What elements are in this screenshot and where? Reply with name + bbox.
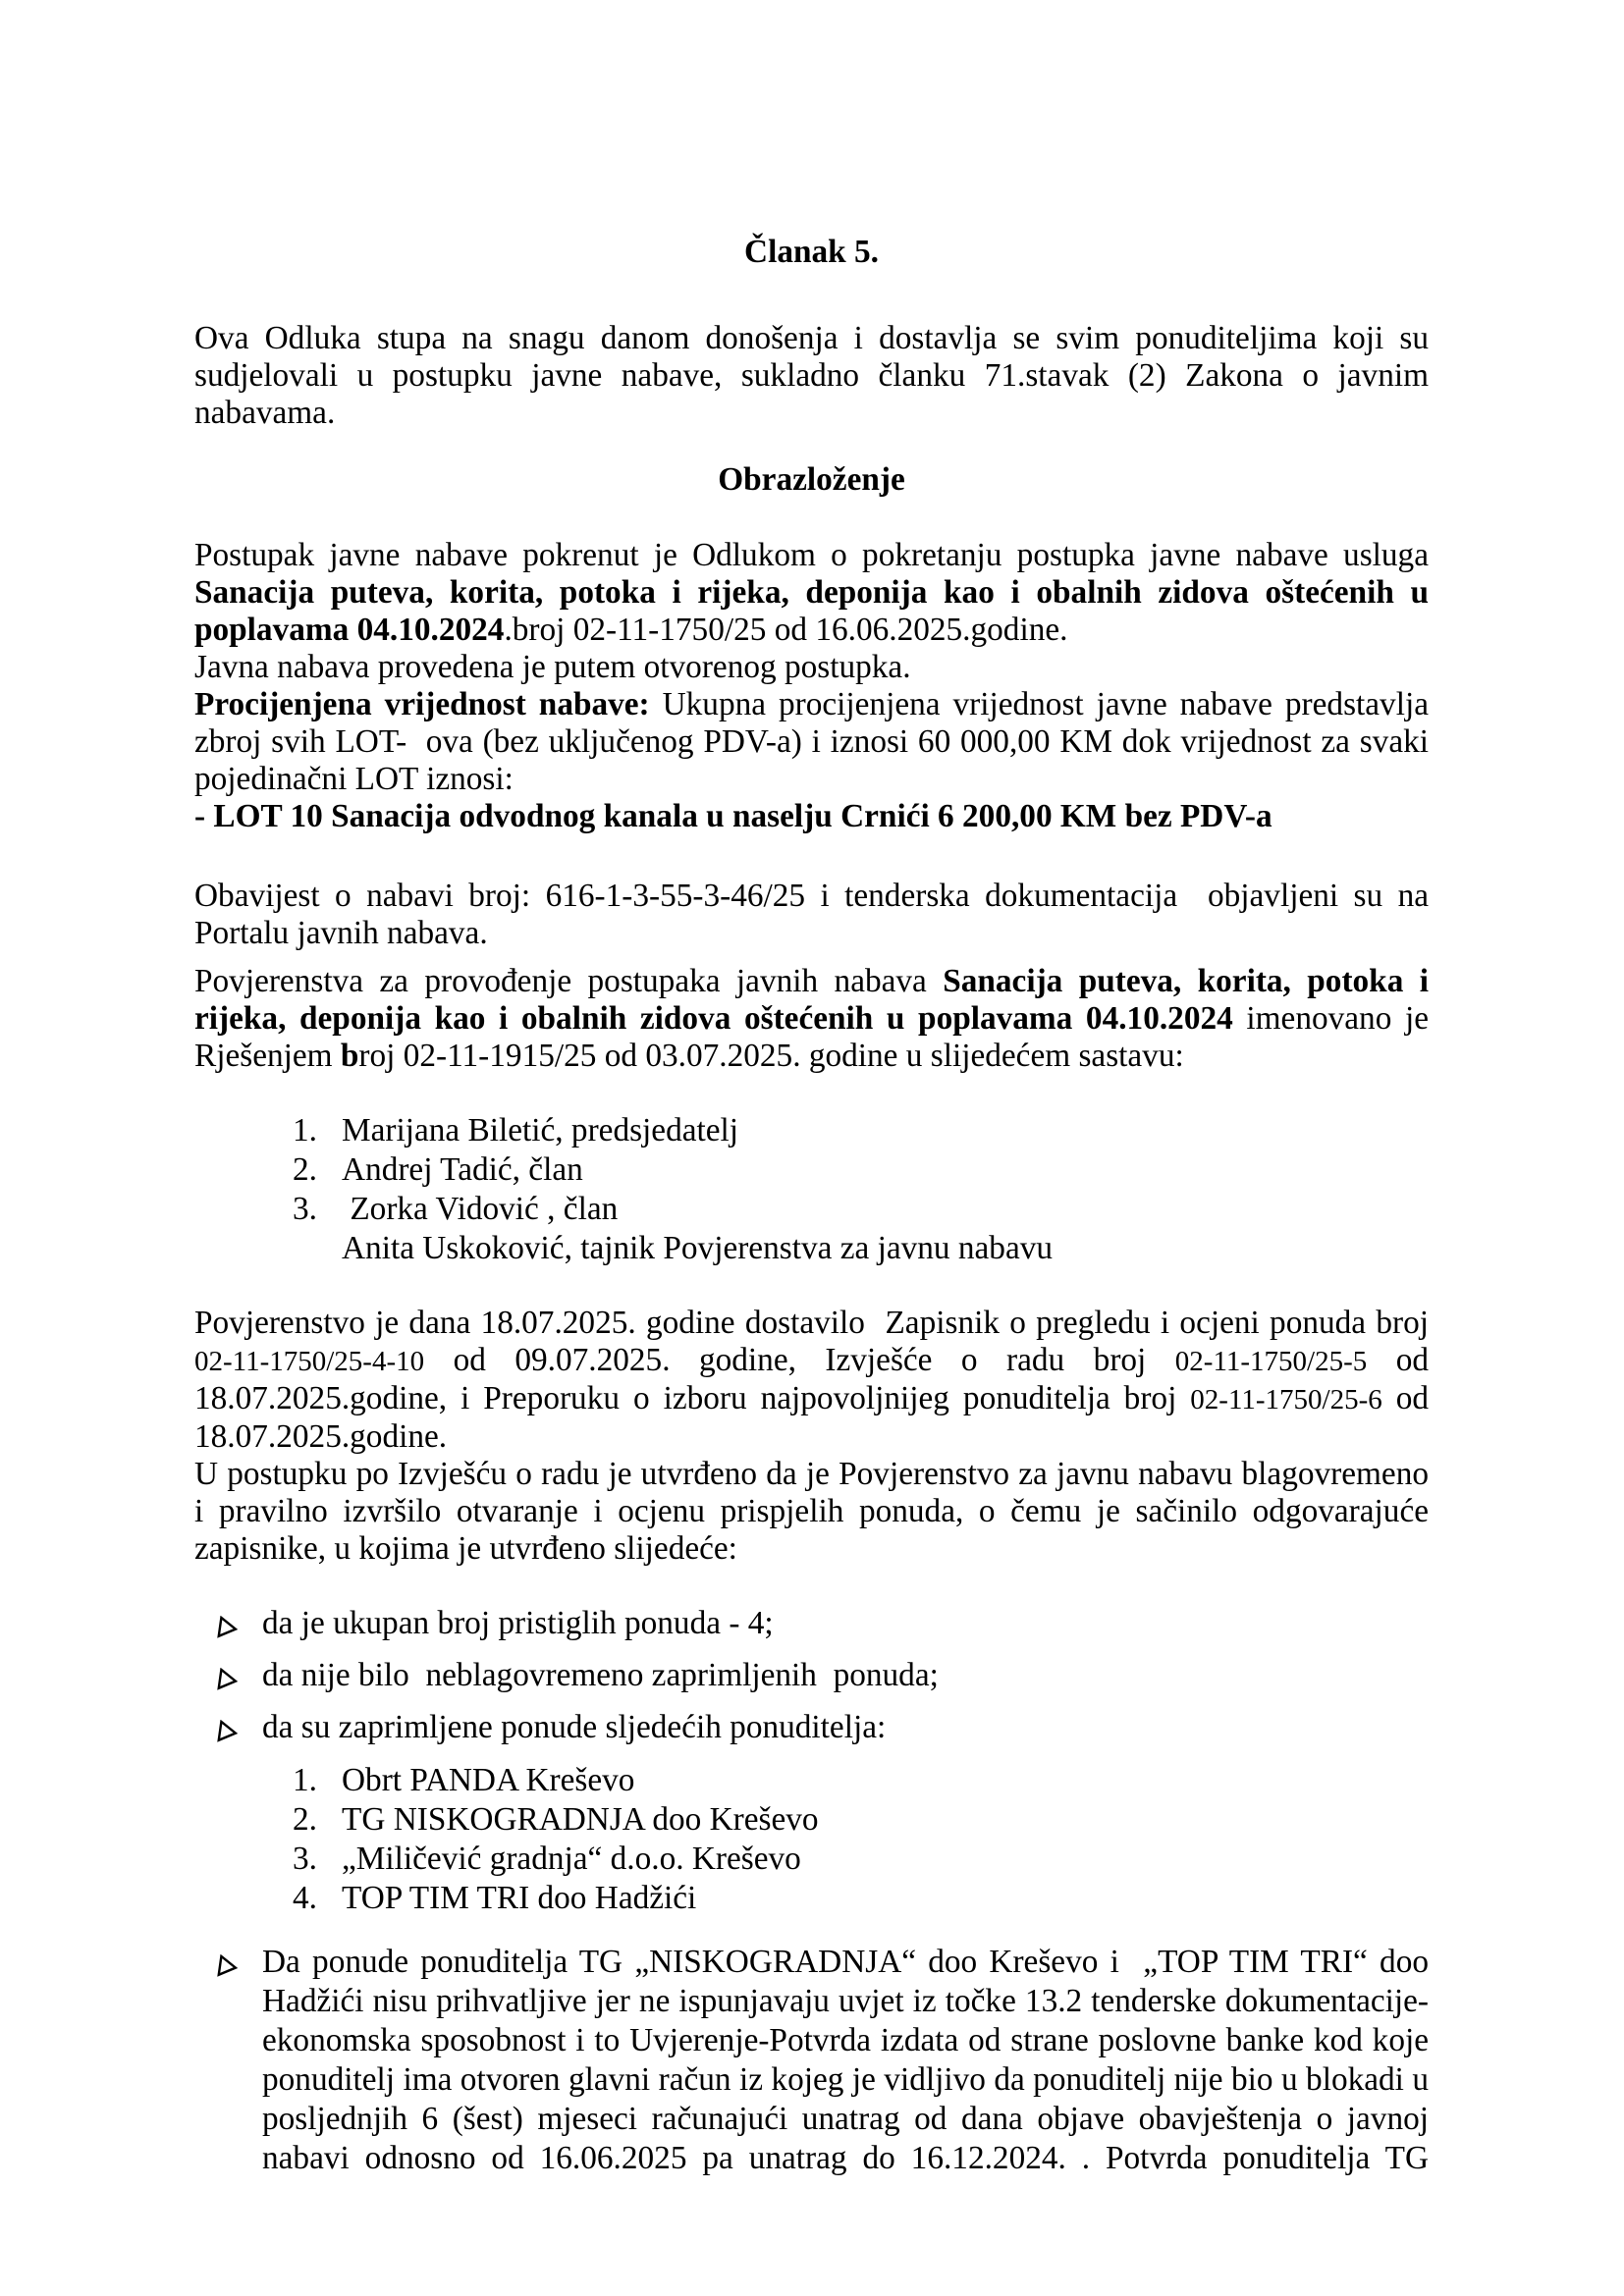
list-item-number (293, 1229, 342, 1268)
list-item (194, 1111, 1429, 1150)
list-item-number: 4. (293, 1880, 317, 1916)
finding-item (194, 1657, 1429, 1701)
paragraph-committee-appointment (194, 963, 1437, 1075)
paragraph-lot: - LOT 10 Sanacija odvodnog kanala u naselju Crnići 6 200,00 KM bez PDV-a (194, 798, 1272, 834)
list-item-text: Obrt PANDA Kreševo (342, 1762, 635, 1798)
list-item (194, 1879, 1429, 1918)
findings-list (194, 1605, 1437, 2178)
paragraph-estimated-value (194, 686, 1437, 798)
text-run: Postupak javne nabave pokrenut je Odlukom o pokretanju postupka javne nabave usluga (194, 537, 1437, 573)
finding-text: da su zaprimljene ponude sljedećih ponuditelja: (262, 1709, 887, 1745)
text-run-small: 02-11-1750/25-6 (1190, 1384, 1382, 1415)
list-item-text: Andrej Tadić, član (342, 1151, 583, 1188)
text-run-bold: Sanacija puteva, korita, potoka i rijeka, deponija kao i obalnih zidova oštećenih u poplavama 04.10.2024 (194, 963, 1437, 1037)
section-heading: Obrazloženje (718, 461, 905, 498)
text-run-small: 02-11-1750/25-5 (1174, 1346, 1368, 1377)
text-run: roj 02-11-1915/25 od 03.07.2025. godine u slijedećem sastavu: (358, 1038, 1184, 1074)
list-item-number: 3. (293, 1191, 317, 1227)
list-item (194, 1761, 1429, 1800)
text-run-bold: Sanacija puteva, korita, potoka i rijeka, deponija kao i obalnih zidova oštećenih u poplavama 04.10.2024 (194, 574, 1437, 648)
list-item (194, 1229, 1429, 1268)
paragraph-process-findings: U postupku po Izvješću o radu je utvrđeno da je Povjerenstvo za javnu nabavu blagovremeno i pravilno izvršilo otvaranje i ocjenu prispjelih ponuda, o čemu je sačinilo odgovarajuće zapisnike, u kojima je utvrđeno slijedeće: (194, 1456, 1437, 1567)
text-run: od 09.07.2025. godine, Izvješće o radu broj (424, 1342, 1175, 1378)
finding-text: da je ukupan broj pristiglih ponuda - 4; (262, 1605, 774, 1641)
text-run: Povjerenstva za provođenje postupaka javnih nabava (194, 963, 944, 999)
finding-item (194, 1605, 1429, 1649)
text-run-small: 02-11-1750/25-4-10 (194, 1346, 425, 1377)
list-item-text: Anita Uskoković, tajnik Povjerenstva za javnu nabavu (342, 1230, 1054, 1266)
finding-item (194, 1709, 1429, 1753)
text-run-bold: Procijenjena vrijednost nabave: (194, 686, 663, 722)
list-item (194, 1150, 1429, 1190)
text-run: Povjerenstvo je dana 18.07.2025. godine dostavilo Zapisnik o pregledu i ocjeni ponuda broj (194, 1305, 1437, 1341)
list-item-number: 1. (293, 1112, 317, 1148)
list-item (194, 1840, 1429, 1879)
list-item-text: Marijana Biletić, predsjedatelj (342, 1112, 739, 1148)
list-item-text: Zorka Vidović , član (342, 1191, 619, 1227)
bidders-list (194, 1761, 1429, 1918)
list-item-number: 2. (293, 1151, 317, 1188)
list-item-number: 1. (293, 1762, 317, 1798)
text-run: od 18.07.2025.godine, i Preporuku o izboru najpovoljnijeg ponuditelja broj (194, 1342, 1437, 1416)
rejection-item (194, 1943, 1437, 2178)
list-item-text: „Miličević gradnja“ d.o.o. Kreševo (342, 1841, 801, 1877)
arrowhead-bullet-icon (216, 1605, 262, 1649)
article-heading: Članak 5. (744, 234, 879, 270)
arrowhead-bullet-icon (216, 1709, 262, 1753)
paragraph-initiation (194, 537, 1437, 649)
list-item-number: 2. (293, 1801, 317, 1838)
text-run: od 18.07.2025.godine. (194, 1380, 1437, 1455)
text-run-bold: b (340, 1038, 359, 1074)
paragraph-delivery (194, 1305, 1437, 1456)
list-item-text: TG NISKOGRADNJA doo Kreševo (342, 1801, 819, 1838)
list-item (194, 1800, 1429, 1840)
arrowhead-bullet-icon (216, 1657, 262, 1701)
paragraph-procedure: Javna nabava provedena je putem otvorenog postupka. (194, 649, 911, 685)
list-item (194, 1190, 1429, 1229)
text-run: .broj 02-11-1750/25 od 16.06.2025.godine. (504, 612, 1068, 648)
text-run: Ukupna procijenjena vrijednost javne nabave predstavlja zbroj svih LOT- ova (bez uključenog PDV-a) i iznosi 60 000,00 KM dok vrijednost za svaki pojedinačni LOT iznosi: (194, 686, 1437, 797)
finding-text: da nije bilo neblagovremeno zaprimljenih ponuda; (262, 1657, 939, 1693)
list-item-number: 3. (293, 1841, 317, 1877)
rejection-text: Da ponude ponuditelja TG „NISKOGRADNJA“ doo Kreševo i „TOP TIM TRI“ doo Hadžići nisu prihvatljive jer ne ispunjavaju uvjet iz točke 13.2 tenderske dokumentacije-ekonomska sposobnost i to Uvjerenje-Potvrda izdata od strane poslovne banke kod koje ponuditelj ima otvoren glavni račun iz kojeg je vidljivo da ponuditelj nije bio u blokadi u posljednjih 6 (šest) mjeseci računajući unatrag od dana objave obavještenja o javnoj nabavi odnosno od 16.06.2025 pa unatrag do 16.12.2024. . Potvrda ponuditelja TG (262, 1944, 1437, 2176)
arrowhead-bullet-icon (216, 1943, 262, 1989)
committee-members-list (194, 1111, 1429, 1268)
paragraph-intro: Ova Odluka stupa na snagu danom donošenja i dostavlja se svim ponuditeljima koji su sudjelovali u postupku javne nabave, sukladno članku 71.stavak (2) Zakona o javnim nabavama. (194, 320, 1437, 431)
list-item-text: TOP TIM TRI doo Hadžići (342, 1880, 697, 1916)
text-run: imenovano je Rješenjem (194, 1000, 1437, 1074)
paragraph-notice: Obavijest o nabavi broj: 616-1-3-55-3-46/25 i tenderska dokumentacija objavljeni su na Portalu javnih nabava. (194, 878, 1437, 951)
